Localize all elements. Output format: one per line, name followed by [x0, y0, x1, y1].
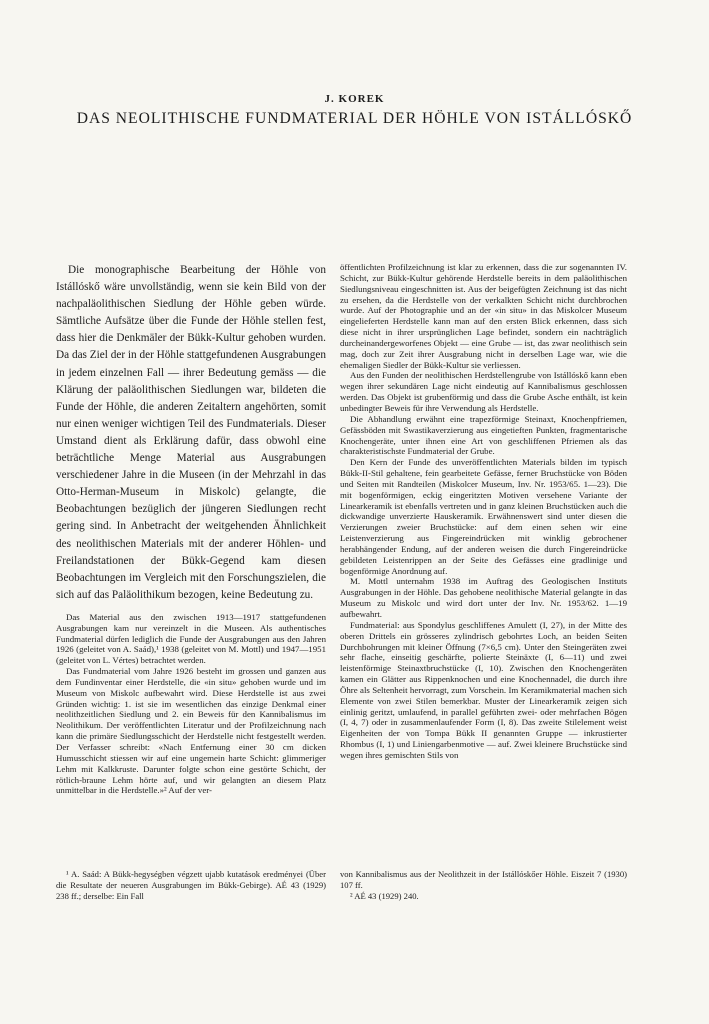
intro-paragraph: Die monographische Bearbeitung der Höhle von Istállóskő wäre unvollständig, wenn sie kein Bild von der nachpaläolithischen Siedlung der Höhle geben würde. Sämtliche Aufsätze über die Funde der Höhle stellen fest, dass hier die Denkmäler der Bükk-Kultur gehoben wurden. Da das Ziel der in der Höhle stattgefundenen Ausgrabungen in jedem einzelnen Fall — ihrer Bedeutung gemäss — die Klärung der paläolithischen Siedlungen war, bildeten die Funde der Höhle, die anderen Zeitaltern angehörten, somit nur einen weniger wichtigen Teil des Fundmaterials. Dieser Umstand dient als Erklärung dafür, dass obwohl eine beträchtliche Menge Material aus Ausgrabungen verschiedener Jahre in die Museen (in der Mehrzahl in das Otto-Herman-Museum in Miskolc) gelangte, die Beobachtungen bezüglich der jüngeren Siedlungen recht gering sind. In Anbetracht der weitgehenden Ähnlichkeit des neolithischen Materials mit der anderer Höhlen- und Freilandstationen der Bükk-Gegend kam diesen Beobachtungen im Vergleich mit den Forschungszielen, die sich auf das Paläolithikum bezogen, keine Bedeutung zu. — [56, 264, 326, 601]
body-paragraph: Den Kern der Funde des unveröffentlichten Materials bilden im typisch Bükk-II-Stil gehaltene, fein gearbeitete Gefässe, ferner Bruchstücke von Böden und Seiten mit Randteilen (Miskolcer Museum, Inv. Nr. 1953/65. 1—23). Die mit bogenförmigen, eckig eingeritzten Motiven versehene Variante der Linearkeramik ist ebenfalls vertreten und in ganz kleinen Bruchstücken auch die dickwandige unverzierte Hauskeramik. Erwähnenswert sind unter diesen die Verzierungen zweier Bruchstücke: auf dem einen sehen wir eine Leistenverzierung aus Fingereindrücken mit winklig gebrochener herabhängender Endung, auf der anderen weisen die durch Fingereindrücke gebildeten Leistenrippen an der Seite des Gefässes eine gradlinige und bogenförmige Anordnung auf. — [340, 457, 627, 576]
body-paragraph: Das Fundmaterial vom Jahre 1926 besteht im grossen und ganzen aus dem Fundinventar einer Herdstelle, die «in situ» gehoben wurde und im Museum von Miskolc aufbewahrt wird. Diese Herdstelle ist aus zwei Gründen wichtig: 1. ist sie im wesentlichen das einzige Denkmal einer neolithzeitlichen Siedlung und 2. ein Beweis für den Kannibalismus im Neolithikum. Der veröffentlichten Literatur und der Profilzeichnung nach kann die primäre Siedlungsschicht der Herdstelle nicht festgestellt werden. Der Verfasser schreibt: «Nach Entfernung einer 30 cm dicken Humusschicht stiessen wir auf eine ungemein harte Schicht: glimmeriger Lehm mit Kalkkruste. Darunter folgte schon eine gestörte Schicht, der rötlich-braune Lehm hörte auf, und wir gelangten an diesem Platz unmittelbar in die Herdstelle.»² Auf der ver- — [56, 666, 326, 796]
footnotes-right — [340, 869, 627, 902]
body-paragraph: öffentlichten Profilzeichnung ist klar zu erkennen, dass die zur sogenannten IV. Schicht, zur Bükk-Kultur gehörende Herdstelle bereits in dem paläolithischen Siedlungsniveau eingeschnitten ist. Aus der beigefügten Zeichnung ist das nicht zu ersehen, da die Herdstelle von der verkalkten Schicht nicht durchbrochen wurde. Auf der Photographie und an der «in situ» in das Miskolcer Museum eingelieferten Herdstelle kann man auf den ersten Blick erkennen, dass sich diese nicht in ihrer ursprünglichen Lage befindet, sondern ein nachträglich durcheinandergeworfenes Objekt — eine Grube — ist, das zwar neolithisch sein mag, doch zur Zeit ihrer Ausgrabung nicht in derselben Lage war, wie die ehemaligen Siedler der Bükk-Kultur sie verliessen. — [340, 262, 627, 370]
footnote: ¹ A. Saád: A Bükk-hegységben végzett ujabb kutatások eredményei (Über die Resultate der neueren Ausgrabungen im Bükk-Gebirge). AÉ 43 (1929) 238 ff.; derselbe: Ein Fall — [56, 869, 326, 901]
article-title: DAS NEOLITHISCHE FUNDMATERIAL DER HÖHLE VON ISTÁLLÓSKŐ — [76, 110, 633, 127]
body-paragraph: Die Abhandlung erwähnt eine trapezförmige Steinaxt, Knochenpfriemen, Gefässböden mit Swastikaverzierung aus eingetieften Punkten, fragmentarische Knochengeräte, unter ihnen eine Art von geschliffenen Pfriemen als das charakteristischste Fundmaterial der Grube. — [340, 413, 627, 457]
body-paragraph: M. Mottl unternahm 1938 im Auftrag des Geologischen Instituts Ausgrabungen in der Höhle. Das gehobene neolithische Material gelangte in das Museum zu Miskolc und wird dort unter der Inv. Nr. 1953/62. 1—19 aufbewahrt. — [340, 576, 627, 619]
body-paragraph: Aus den Funden der neolithischen Herdstellengrube von Istállóskő kann eben wegen ihrer sekundären Lage nicht eindeutig auf Kannibalismus geschlossen werden. Das Objekt ist grubenförmig und dass die Grube Asche enthält, ist kein unbedingter Beweis für ihre Verwendung als Herdstelle. — [340, 370, 627, 413]
footnotes-left — [56, 869, 326, 902]
body-paragraph: Fundmaterial: aus Spondylus geschliffenes Amulett (I, 27), in der Mitte des oberen Drittels ein grösseres zylindrisch gebohrtes Loch, an beiden Seiten Durchbohrungen mit kleiner Öffnung (7×6,5 cm). Unter den Steingeräten zwei sehr flache, einseitig geschärfte, polierte Steinäxte (I, 6—11) und zwei leistenförmige Steinaxtbruchstücke (I, 10). Zwischen den Knochengeräten kamen ein Glätter aus Rippenknochen und eine Knochennadel, die durch ihre Öhre als Seltenheit hervorragt, zum Vorschein. Im Keramikmaterial machen sich Elemente von zwei Stilen bemerkbar. Muster der Linearkeramik zeigen sich einlinig geritzt, umlaufend, in parallel geführten zwei- oder mehrfachen Bögen (I, 4, 7) oder in zusammenlaufender Form (I, 8). Das zweite Stilelement weist Eigenheiten der von Tompa Bükk II genannten Gruppe — inkrustierter Rhombus (I, 1) und Liniengarbenmotive — auf. Zwei kleinere Bruchstücke sind wegen ihres gemischten Stils von — [340, 619, 627, 760]
left-column — [56, 262, 326, 796]
footnote: von Kannibalismus aus der Neolithzeit in der Istállóskőer Höhle. Eiszeit 7 (1930) 107 ff. — [340, 869, 627, 890]
footnote: ² AÉ 43 (1929) 240. — [350, 890, 419, 901]
author-name: J. KOREK — [324, 93, 385, 105]
body-paragraph: Das Material aus den zwischen 1913—1917 stattgefundenen Ausgrabungen kam nur vereinzelt in die Museen. Als authentisches Fundmaterial dürfen lediglich die Funde der Ausgrabungen aus den Jahren 1926 (geleitet von A. Saád),¹ 1938 (geleitet von M. Mottl) und 1947—1951 (geleitet von L. Vértes) betrachtet werden. — [56, 611, 326, 666]
right-column — [340, 262, 627, 761]
